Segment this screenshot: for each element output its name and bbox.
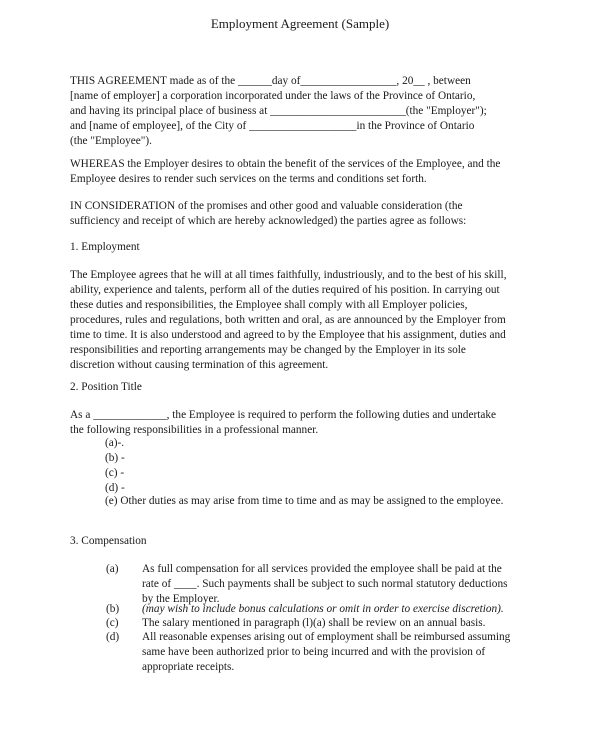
- preamble-paragraph: [70, 74, 540, 149]
- item-line: All reasonable expenses arising out of employment shall be reimbursed assuming: [142, 631, 511, 643]
- item-label: (c): [106, 617, 119, 629]
- item-line: The salary mentioned in paragraph (l)(a) shall be review on an annual basis.: [142, 617, 486, 629]
- consideration-paragraph: [70, 199, 540, 229]
- item-text: [142, 616, 542, 631]
- item-line: As full compensation for all services provided the employee shall be paid at the: [142, 563, 502, 575]
- section-1-line: these duties and responsibilities, the Employee shall comply with all Employer policies,: [70, 299, 468, 311]
- section-1-line: discretion without causing termination of this agreement.: [70, 359, 329, 371]
- document-title: Employment Agreement (Sample): [210, 16, 390, 31]
- item-label: (b): [106, 603, 120, 615]
- item-line: same have been authorized prior to being incurred and with the provision of: [142, 646, 486, 658]
- section-1-line: time to time. It is also understood and agreed to by the Employee that his assignment, duties and: [70, 329, 506, 341]
- section-1-line: procedures, rules and regulations, both written and oral, as are announced by the Employer from: [70, 314, 506, 326]
- item-label: (a): [106, 563, 119, 575]
- duty-item-b: (b) -: [105, 452, 125, 464]
- section-3-heading: 3. Compensation: [70, 535, 147, 547]
- duty-item-c: (c) -: [105, 467, 125, 479]
- section-1-line: responsibilities and reporting arrangements may be changed by the Employer in its sole: [70, 344, 466, 356]
- duty-item-a: (a)-.: [105, 437, 125, 449]
- whereas-paragraph: [70, 157, 540, 187]
- preamble-line: and [name of employee], of the City of ___________________in the Province of Ontario: [70, 120, 475, 132]
- preamble-line: [name of employer] a corporation incorporated under the laws of the Province of Ontario,: [70, 90, 476, 102]
- preamble-line: THIS AGREEMENT made as of the ______day of_________________, 20__ , between: [70, 75, 471, 87]
- consideration-line: IN CONSIDERATION of the promises and other good and valuable consideration (the: [70, 200, 463, 212]
- preamble-line: (the "Employee").: [70, 135, 152, 147]
- whereas-line: Employee desires to render such services on the terms and conditions set forth.: [70, 173, 427, 185]
- item-line: appropriate receipts.: [142, 661, 235, 673]
- item-label: (d): [106, 631, 120, 643]
- duty-item-d: (d) -: [105, 482, 125, 494]
- item-text: [142, 562, 542, 607]
- item-line: rate of ____. Such payments shall be subject to such normal statutory deductions: [142, 578, 508, 590]
- section-1-heading: 1. Employment: [70, 241, 140, 253]
- item-line: (may wish to include bonus calculations or omit in order to exercise discretion).: [142, 603, 504, 615]
- item-text: [142, 630, 542, 675]
- item-line: by the Employer.: [142, 593, 220, 605]
- section-1-body: [70, 268, 540, 373]
- preamble-line: and having its principal place of business at ________________________(the "Employer");: [70, 105, 487, 117]
- item-text: [142, 602, 542, 617]
- section-2-line: As a _____________, the Employee is required to perform the following duties and undertake: [70, 409, 497, 421]
- section-2-body: [70, 408, 540, 438]
- section-1-line: The Employee agrees that he will at all times faithfully, industriously, and to the best of his skill,: [70, 269, 507, 281]
- whereas-line: WHEREAS the Employer desires to obtain the benefit of the services of the Employee, and the: [70, 158, 501, 170]
- section-2-line: the following responsibilities in a professional manner.: [70, 424, 319, 436]
- duty-item-e: (e) Other duties as may arise from time to time and as may be assigned to the employee.: [105, 495, 504, 507]
- consideration-line: sufficiency and receipt of which are hereby acknowledged) the parties agree as follows:: [70, 215, 467, 227]
- section-2-heading: 2. Position Title: [70, 381, 142, 393]
- section-1-line: ability, experience and talents, perform all of the duties required of his position. In carrying out: [70, 284, 500, 296]
